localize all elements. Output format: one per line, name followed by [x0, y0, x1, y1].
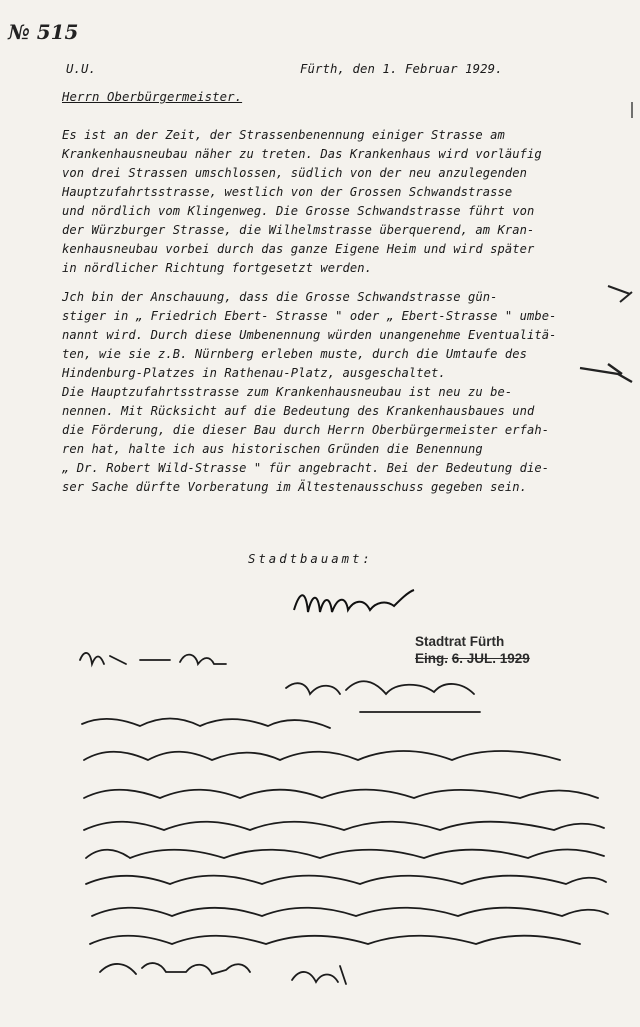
body-line: Hindenburg-Platzes in Rathenau-Platz, ausgeschaltet. [62, 366, 446, 380]
body-line: der Würzburger Strasse, die Wilhelmstrasse überquerend, am Kran- [62, 223, 535, 237]
body-line: nannt wird. Durch diese Umbenennung würden unangenehme Eventualitä- [62, 328, 557, 342]
recipient-line: Herrn Oberbürgermeister. [62, 90, 243, 104]
office-signature-label: Stadtbauamt: [248, 552, 373, 566]
body-line: von drei Strassen umschlossen, südlich von der neu anzulegenden [62, 166, 528, 180]
body-line: Die Hauptzufahrtsstrasse zum Krankenhausneubau ist neu zu be- [62, 385, 513, 399]
body-line: Krankenhausneubau näher zu treten. Das Krankenhaus wird vorläufig [62, 147, 542, 161]
body-line: die Förderung, die dieser Bau durch Herrn Oberbürgermeister erfah- [62, 423, 550, 437]
body-line: Jch bin der Anschauung, dass die Grosse Schwandstrasse gün- [62, 290, 498, 304]
body-line: Hauptzufahrtsstrasse, westlich von der Grossen Schwandstrasse [62, 185, 513, 199]
stamp-prefix: Eing. [415, 651, 448, 666]
handwritten-signature-icon [290, 582, 420, 628]
body-line: ren hat, halte ich aus historischen Gründen die Benennung [62, 442, 483, 456]
receipt-stamp [415, 633, 530, 667]
document-number: № 515 [8, 20, 79, 44]
stamp-date: 6. JUL. 1929 [451, 651, 530, 666]
body-line: stiger in „ Friedrich Ebert- Strasse " oder „ Ebert-Strasse " umbe- [62, 309, 557, 323]
body-line: und nördlich vom Klingenweg. Die Grosse Schwandstrasse führt von [62, 204, 535, 218]
margin-tick-icon [628, 100, 638, 124]
sender-abbreviation: U.U. [66, 62, 97, 76]
margin-arrow-icon [606, 282, 636, 314]
body-line: nennen. Mit Rücksicht auf die Bedeutung des Krankenhausbaues und [62, 404, 535, 418]
stamp-office: Stadtrat Fürth [415, 634, 505, 649]
body-line: in nördlicher Richtung fortgesetzt werden. [62, 261, 373, 275]
body-line: Es ist an der Zeit, der Strassenbenennung einiger Strasse am [62, 128, 505, 142]
place-and-date: Fürth, den 1. Februar 1929. [300, 62, 503, 76]
body-line: ser Sache dürfte Vorberatung im Ältestenausschuss gegeben sein. [62, 480, 528, 494]
body-line: ten, wie sie z.B. Nürnberg erleben muste, durch die Umtaufe des [62, 347, 528, 361]
body-line: „ Dr. Robert Wild-Strasse " für angebracht. Bei der Bedeutung die- [62, 461, 550, 475]
body-line: kenhausneubau vorbei durch das ganze Eigene Heim und wird später [62, 242, 535, 256]
margin-arrow-icon [578, 360, 634, 388]
